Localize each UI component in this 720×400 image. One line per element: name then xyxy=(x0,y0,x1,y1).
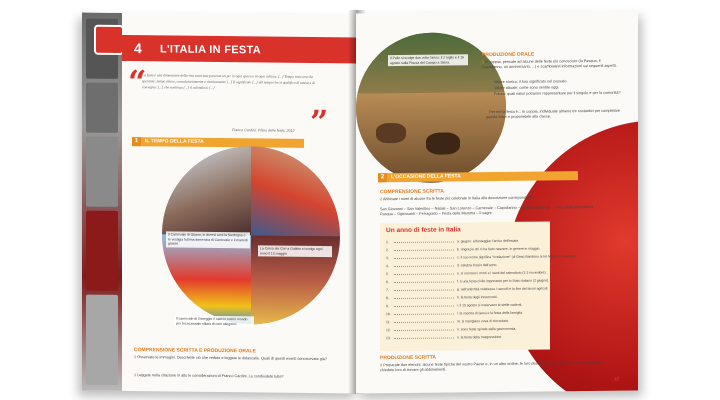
open-quote-icon: “ xyxy=(128,63,147,102)
right-subhead-oral: PRODUZIONE ORALE xyxy=(482,51,535,59)
table-row: 2. b. ringrazia chi ci ha fatto nascere, in genere in maggio. xyxy=(386,246,541,253)
caption-palio: Il Palio si svolge due volte l'anno: il 2 luglio e il 16 agosto sulla Piazza del Campo a Siena. xyxy=(388,54,468,66)
viareggio-photo xyxy=(162,234,251,324)
section2-number: 2 xyxy=(378,173,387,182)
table-row: 10. l. la nascita di Gesù e la festa della famiglia. xyxy=(386,310,523,317)
feste-table-title: Un anno di feste in Italia xyxy=(386,226,461,235)
left-exercise-1 xyxy=(134,355,344,362)
carnival-sardegna-photo xyxy=(162,145,251,235)
chapter-number: 4 xyxy=(134,40,142,57)
table-row: 6. f. è una festa civile importante per lo Stato italiano (2 giugno). xyxy=(386,278,550,285)
photo-strip xyxy=(82,13,122,391)
corsa-ceri-photo xyxy=(251,146,340,236)
right-page xyxy=(356,11,638,394)
table-row: 5. e. si onorano i morti e i santi del calendario (1-2 novembre). xyxy=(386,270,547,277)
bullet-3: Futuro: quali valori potranno rappresentare per il singolo e per la comunità? xyxy=(494,90,621,97)
exercise-text: Preparate due elenchi: alcune feste tipiche del vostro Paese e, in un altro ordine, le loro descrizioni; mostrateli ai vostri compagni e chiedete loro di trovare gli abbinamenti. xyxy=(380,360,603,373)
exercise-text: Abbinate i nomi di alcune fra le feste più celebrate in Italia alla descrizione corrispondente. xyxy=(382,195,535,202)
left-page xyxy=(82,13,358,394)
section1-number: 1 xyxy=(132,137,141,146)
caption-viareggio: Il carnevale di Viareggio è nato in tutto il mondo per l'eccezionale sfilata di carri allegorici xyxy=(174,316,254,328)
section1-title: IL TEMPO DELLA FESTA xyxy=(145,138,204,145)
exercise-text: In coppia, pensate ad alcune delle feste più conosciute (la Pasqua, il Capodanno, un anniversario, ...) e scambiatevi informazioni sui seguenti aspetti. xyxy=(482,58,617,70)
right-subhead-comp: COMPRENSIONE SCRITTA xyxy=(380,188,444,196)
table-row: 9. i. il 15 agosto si osservano le stelle cadenti. xyxy=(386,302,523,309)
right-exercise-1 xyxy=(482,59,622,70)
exercise-number: 1 xyxy=(134,373,137,378)
caption-sardegna: Il Carnevale di Ottana, in diversi anni la Sardegna e le vestigia l'ultima domenica di Carnevale e il martedì grasso xyxy=(166,231,250,247)
table-row: 11. m. si mangiano uova di cioccolata. xyxy=(386,318,509,325)
table-row: 8. h. la festa degli innamorati. xyxy=(386,294,498,301)
section2-title: L'OCCASIONE DELLA FESTA xyxy=(391,173,461,181)
left-subhead: COMPRENSIONE SCRITTA E PRODUZIONE ORALE xyxy=(134,347,256,355)
quote-text: La festa è una dimensione della vita associata presente un po' in ogni epoca e in ogni cultura. [...] Tempo trascorso da speranze, tempo atteso, consolatoriamente e ritmicamente [...] Il significato [...] del tempo che si qualifica di attesa e di consegna: [...] che continua [...] il calendario [...] xyxy=(142,73,315,90)
chapter-title: L'ITALIA IN FESTA xyxy=(160,43,262,57)
chapter-icon xyxy=(94,25,124,55)
quote-source: Franco Cardini, Il libro delle feste, 2012 xyxy=(232,128,295,133)
exercise-text: Leggete nella citazione in alto le considerazioni di Franco Cardini. Le condividete tutte? xyxy=(137,373,284,379)
exercise-number: 1 xyxy=(482,60,485,65)
table-row: 1. a. giugno: al festeggiar l'arrivo dell'estate. xyxy=(386,238,520,245)
caption-ceri: La Corsa dei Ceri a Gubbio si svolge ogni anno il 15 maggio xyxy=(258,245,332,257)
right-exercise-1b xyxy=(486,109,622,120)
page-number: 47 xyxy=(614,376,620,383)
table-row: 7. g. nell'antichità celebrava i raccolti e la fine dei lavori agricoli. xyxy=(386,286,549,293)
feste-list: San Giovanni – San Valentino – Natale – San Lorenzo – Carnevale – Capodanno – Epifania (Befana) – Festa della Repubblica – Pasqua – Ognissanti – Ferragosto – Festa della Mamma – Il sagre xyxy=(380,204,597,217)
table-row: 12. n. sono feste spirate dalla gastronomia. xyxy=(386,326,517,333)
table-row: 13. o. la festa della trasgressione. xyxy=(386,334,503,341)
bullet-2: Valore attuale: come sono sentite oggi. xyxy=(494,85,560,91)
right-subhead-writing: PRODUZIONE SCRITTA xyxy=(380,354,437,362)
exercise-text: Per me la festa è... In coppia, individuate almeno tre sostantivi per completare questa frase e proponetele alla classe. xyxy=(486,108,621,120)
exercise-text: Osservate le immagini. Descrivete ciò che vedete e leggete le didascalie. Quali di questi eventi conoscevate già? xyxy=(137,355,327,362)
exercise-number: 1 xyxy=(486,110,489,115)
table-row: 4. d. celebra l'inizio dell'anno. xyxy=(386,262,498,269)
exercise-number: 2 xyxy=(380,197,383,202)
table-row: 3. c. il suo nome significa "rivelazione" (di Gesù Bambino ai tre Magi), il 6 gennaio. xyxy=(386,254,577,261)
close-quote-icon: ” xyxy=(310,102,329,142)
left-exercise-2 xyxy=(134,373,344,380)
exercise-number: 1 xyxy=(134,355,137,360)
exercise-number: 2 xyxy=(380,363,383,368)
bullet-1: Valore storico: il loro significato nel passato. xyxy=(494,79,568,85)
